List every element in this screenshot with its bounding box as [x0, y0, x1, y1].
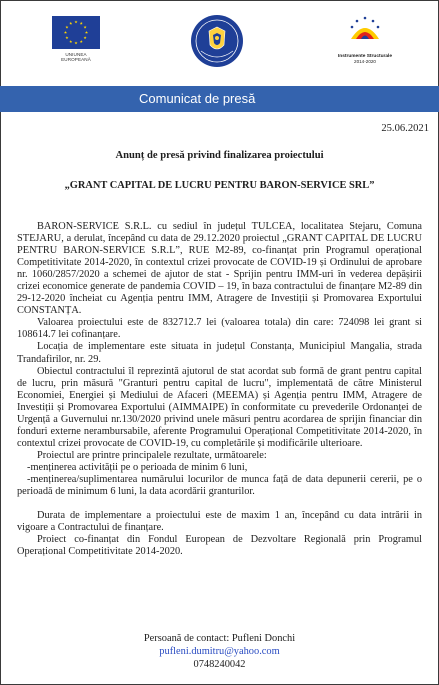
- release-date: 25.06.2021: [381, 123, 429, 134]
- romanian-government-emblem-icon: [189, 13, 245, 69]
- contact-block: [0, 632, 439, 671]
- result-bullet: -menținerea/suplimentarea numărului locurilor de munca față de data depunerii cererii, pe o perioadă de minimum 6 luni, la data acordării granturilor.: [17, 473, 422, 498]
- contact-email-link[interactable]: pufleni.dumitru@yahoo.com: [159, 646, 280, 657]
- eu-star-icon: [69, 22, 72, 25]
- project-title: „GRANT CAPITAL DE LUCRU PENTRU BARON-SERVICE SRL”: [64, 180, 375, 191]
- paragraph-duration: Durata de implementare a proiectului este de maxim 1 an, începând cu data intrării in vigoare a Contractului de finanțare.: [17, 510, 422, 534]
- result-bullet: -menținerea activității pe o perioada de minim 6 luni,: [27, 461, 248, 473]
- paragraph-location: Locația de implementare este situata in județul Constanța, Municipiul Mangalia, strada Trandafirilor, nr. 29.: [17, 341, 422, 365]
- eu-star-icon: [69, 40, 72, 43]
- eu-star-icon: [65, 36, 68, 39]
- eu-star-icon: [80, 22, 83, 25]
- paragraph-cofinancing: Proiect co-finanțat din Fondul European de Dezvoltare Regională prin Programul Operațional Competitivitate 2014-2020.: [17, 534, 422, 558]
- paragraph-value: Valoarea proiectului este de 832712.7 lei (valoarea totala) din care: 724098 lei grant si 108614.7 lei cofinanțare.: [17, 317, 422, 341]
- eu-flag-icon: [52, 16, 100, 49]
- eu-star-icon: [65, 26, 68, 29]
- announcement-title: Anunț de presă privind finalizarea proiectului: [115, 150, 324, 161]
- eu-star-icon: [64, 31, 67, 34]
- eu-star-icon: [74, 41, 77, 44]
- contact-person: Persoană de contact: Pufleni Donchi: [143, 633, 296, 644]
- paragraph-intro: BARON-SERVICE S.R.L. cu sediul în județul TULCEA, localitatea Stejaru, Comuna STEJARU, a derulat, începând cu data de 29.12.2020 proiectul „GRANT CAPITAL DE LUCRU PENTRU BARON-SERVICE S.R.L”, RUE M2-89, co-finanțat prin Programul operațional Competitivitate 2014-2020, în contextul crizei provocate de COVID-19 și Ordinului de aprobare nr. 1060/2857/2020 a schemei de ajutor de stat - Sprijin pentru IMM-uri în vederea depășirii crizei economice generate de pandemia COVID – 19, în baza contractului de finanțare M2-89 din 29-12-2020 încheiat cu Agenția pentru IMM, Atragere de Investiții și Promovarea Exportului CONSTANȚA.: [17, 221, 422, 317]
- press-release-body: [17, 221, 422, 558]
- paragraph-results: Proiectul are printre principalele rezultate, următoarele:: [37, 449, 267, 461]
- press-release-banner: Comunicat de presă: [0, 86, 439, 112]
- eu-logo: [51, 16, 101, 66]
- contact-phone: 0748240042: [193, 659, 246, 670]
- eu-star-icon: [80, 40, 83, 43]
- eu-star-icon: [84, 36, 87, 39]
- structural-instruments-years: 2014-2020: [354, 59, 376, 64]
- eu-caption: UNIUNEA EUROPEANĂ: [61, 52, 91, 62]
- structural-instruments-logo: [333, 15, 397, 75]
- paragraph-objective: Obiectul contractului îl reprezintă ajutorul de stat acordat sub formă de grant pentru capital de lucru, prin măsură "Granturi pentru capital de lucru", implementată de către Ministerul Economiei, Energiei și Mediului de Afaceri (MEEMA) și Agenția pentru IMM, Atragere de Investiții și Promovarea Exportului (AIMMAIPE) în conformitate cu prevederile Ordonanței de Urgență a Guvernului nr.130/2020 privind unele măsuri pentru acordarea de sprijin financiar din fonduri externe nerambursabile, aferente Programului Operațional Competitivitate 2014-2020, în contextul crizei provocate de COVID-19, cu completările și modificările ulterioare.: [17, 365, 422, 449]
- structural-instruments-icon: [345, 15, 385, 47]
- structural-instruments-caption: Instrumente Structurale: [337, 54, 393, 59]
- eu-star-icon: [74, 20, 77, 23]
- eu-star-icon: [85, 31, 88, 34]
- eu-star-icon: [84, 26, 87, 29]
